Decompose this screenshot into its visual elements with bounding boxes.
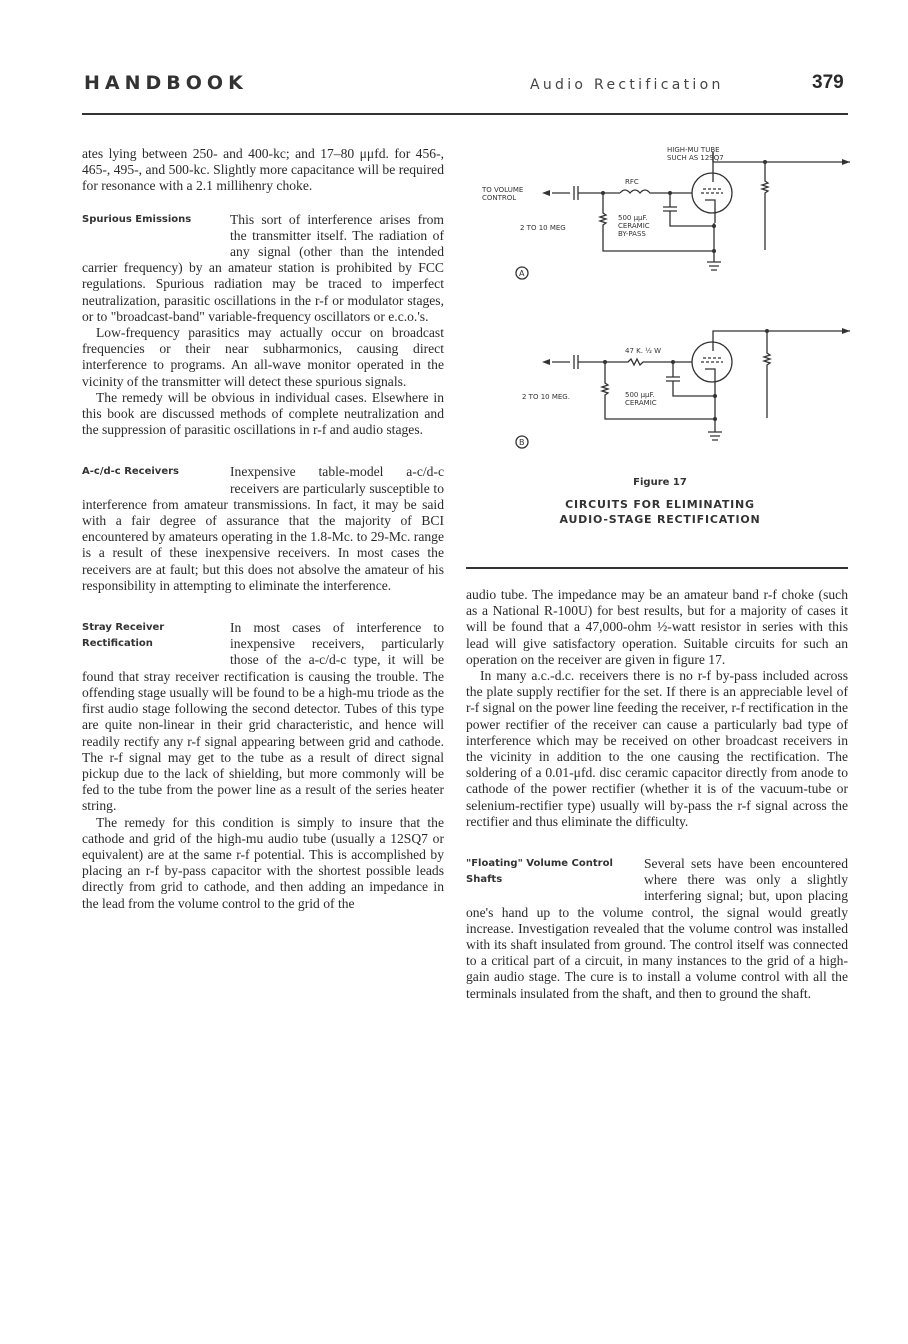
- figure-rule: [466, 567, 848, 569]
- paragraph: Low-frequency parasitics may actually occur on broadcast frequencies or their near subharmonics, causing direct interference to programs. An all-wave monitor operated in the vicinity of the transmitter will detect these spurious signals.: [82, 325, 444, 389]
- a-cap-label-line2: CERAMIC: [618, 222, 650, 230]
- running-header-section: Audio Rectification: [530, 77, 724, 93]
- section-floating-volume-control: [466, 856, 848, 1002]
- running-header-title: HANDBOOK: [84, 72, 248, 94]
- paragraph: The remedy will be obvious in individual cases. Elsewhere in this book are discussed methods of complete neutralization and the suppression of parasitic oscillations in r-f and audio stages.: [82, 389, 444, 438]
- section-heading: A-c/d-c Receivers: [82, 466, 179, 478]
- figure-title: CIRCUITS FOR ELIMINATING AUDIO-STAGE RECTIFICATION: [559, 498, 761, 526]
- b-resistor-label: 2 TO 10 MEG.: [522, 393, 570, 401]
- to-volume-label-line1: TO VOLUME: [482, 186, 524, 194]
- b-cap-label-line2: CERAMIC: [625, 399, 657, 407]
- section-heading: Spurious Emissions: [82, 213, 192, 225]
- tube-label-line2: SUCH AS 12SQ7: [667, 154, 724, 162]
- paragraph: This sort of interference arises from the transmitter itself. The radiation of any signal (other than the intended carrier frequency) by an amateur station is prohibited by FCC regulations. Spurious radiation may be traced to imperfect neutralization, parasitic oscillations in the r-f or modulator stages, or to "broadcast-band" variable-frequency oscillators or e.c.o.'s.: [82, 211, 444, 324]
- section-ac-dc-receivers: [82, 464, 444, 594]
- paragraph: In many a.c.-d.c. receivers there is no r-f by-pass included across the plate supply rectifier for the set. If there is an appreciable level of r-f signal on the power line feeding the receiver, r-f rectification in the power rectifier of the receiver can cause a particularly bad type of interference which may be received on other broadcast receivers in the vicinity in addition to the one causing the rectification. The soldering of a 0.01-μfd. disc ceramic capacitor directly from anode to cathode of the power rectifier (whether it is of the vacuum-tube or selenium-rectifier type) usually will by-pass the r-f signal across the rectifier and thus eliminate the difficulty.: [466, 668, 848, 829]
- paragraph: Inexpensive table-model a-c/d-c receivers are particularly susceptible to interference from amateur transmissions. In fact, it may be said with a fair degree of assurance that the majority of BCI encountered by amateurs operating in the 1.8-Mc. to 29-Mc. range is a result of these inexpensive receivers. In most cases the receivers are at fault; but this does not absolve the amateur of his responsibility in attempting to eliminate the interference.: [82, 464, 444, 593]
- page-number: 379: [812, 72, 844, 93]
- rfc-label: RFC: [625, 178, 639, 186]
- tube-label-line1: HIGH-MU TUBE: [667, 146, 720, 154]
- header-rule: [82, 113, 848, 115]
- b-series-resistor-label: 47 K. ½ W: [625, 347, 662, 355]
- a-cap-label-line1: 500 μμF.: [618, 214, 648, 222]
- section-stray-receiver-rectification: [82, 620, 444, 912]
- section-heading: "Floating" Volume Control Shafts: [466, 858, 613, 886]
- section-spurious-emissions: [82, 212, 444, 439]
- left-column: [82, 146, 444, 912]
- paragraph: audio tube. The impedance may be an amateur band r-f choke (such as a National R-100U) for best results, but for a majority of cases it will be found that a 47,000-ohm ½-watt resistor in series with this lead will give satisfactory operation. Suitable circuits for such an operation on the receiver are given in figure 17.: [466, 587, 848, 667]
- a-cap-label-line3: BY-PASS: [618, 230, 646, 238]
- to-volume-label-line2: CONTROL: [482, 194, 517, 202]
- figure-number: Figure 17: [633, 477, 687, 488]
- intro-paragraph: ates lying between 250- and 400-kc; and 17–80 μμfd. for 456-, 465-, 495-, and 500-kc. Slightly more capacitance will be required for resonance with a 2.1 millihenry choke.: [82, 146, 444, 194]
- section-heading: Stray Receiver Rectification: [82, 622, 165, 650]
- right-column: [466, 587, 848, 1002]
- paragraph: In most cases of interference to inexpensive receivers, particularly those of the a-c/d-c type, it will be found that stray receiver rectification is causing the trouble. The offending stage usually will be found to be a high-mu triode as the first audio stage following the second detector. Tubes of this type are quite non-linear in their grid characteristic, and hence will readily rectify any r-f signal appearing between grid and cathode. The r-f signal may get to the tube as a result of direct signal pickup due to the lack of shielding, but more commonly will be fed to the tube from the power line as a result of the series heater string.: [82, 620, 444, 814]
- a-resistor-label: 2 TO 10 MEG: [520, 224, 566, 232]
- circuit-b-label: B: [519, 438, 525, 447]
- paragraph: Several sets have been encountered where there was only a slightly interfering signal; but, upon placing one's hand up to the volume control, the signal would greatly increase. Investigation revealed that the volume control was installed with its shaft insulated from ground. The control itself was connected to a critical part of a circuit, in many instances to the grid of a high-gain audio stage. The cure is to install a volume control with all the terminals insulated from the shaft, and then to ground the shaft.: [466, 856, 848, 1001]
- circuit-a-label: A: [519, 269, 525, 278]
- paragraph: The remedy for this condition is simply to insure that the cathode and grid of the high-mu audio tube (usually a 12SQ7 or equivalent) are at the same r-f potential. This is accomplished by placing an r-f by-pass capacitor with the shortest possible leads directly from grid to cathode, and then adding an impedance in the lead from the volume control to the grid of the: [82, 814, 444, 911]
- b-cap-label-line1: 500 μμF.: [625, 391, 655, 399]
